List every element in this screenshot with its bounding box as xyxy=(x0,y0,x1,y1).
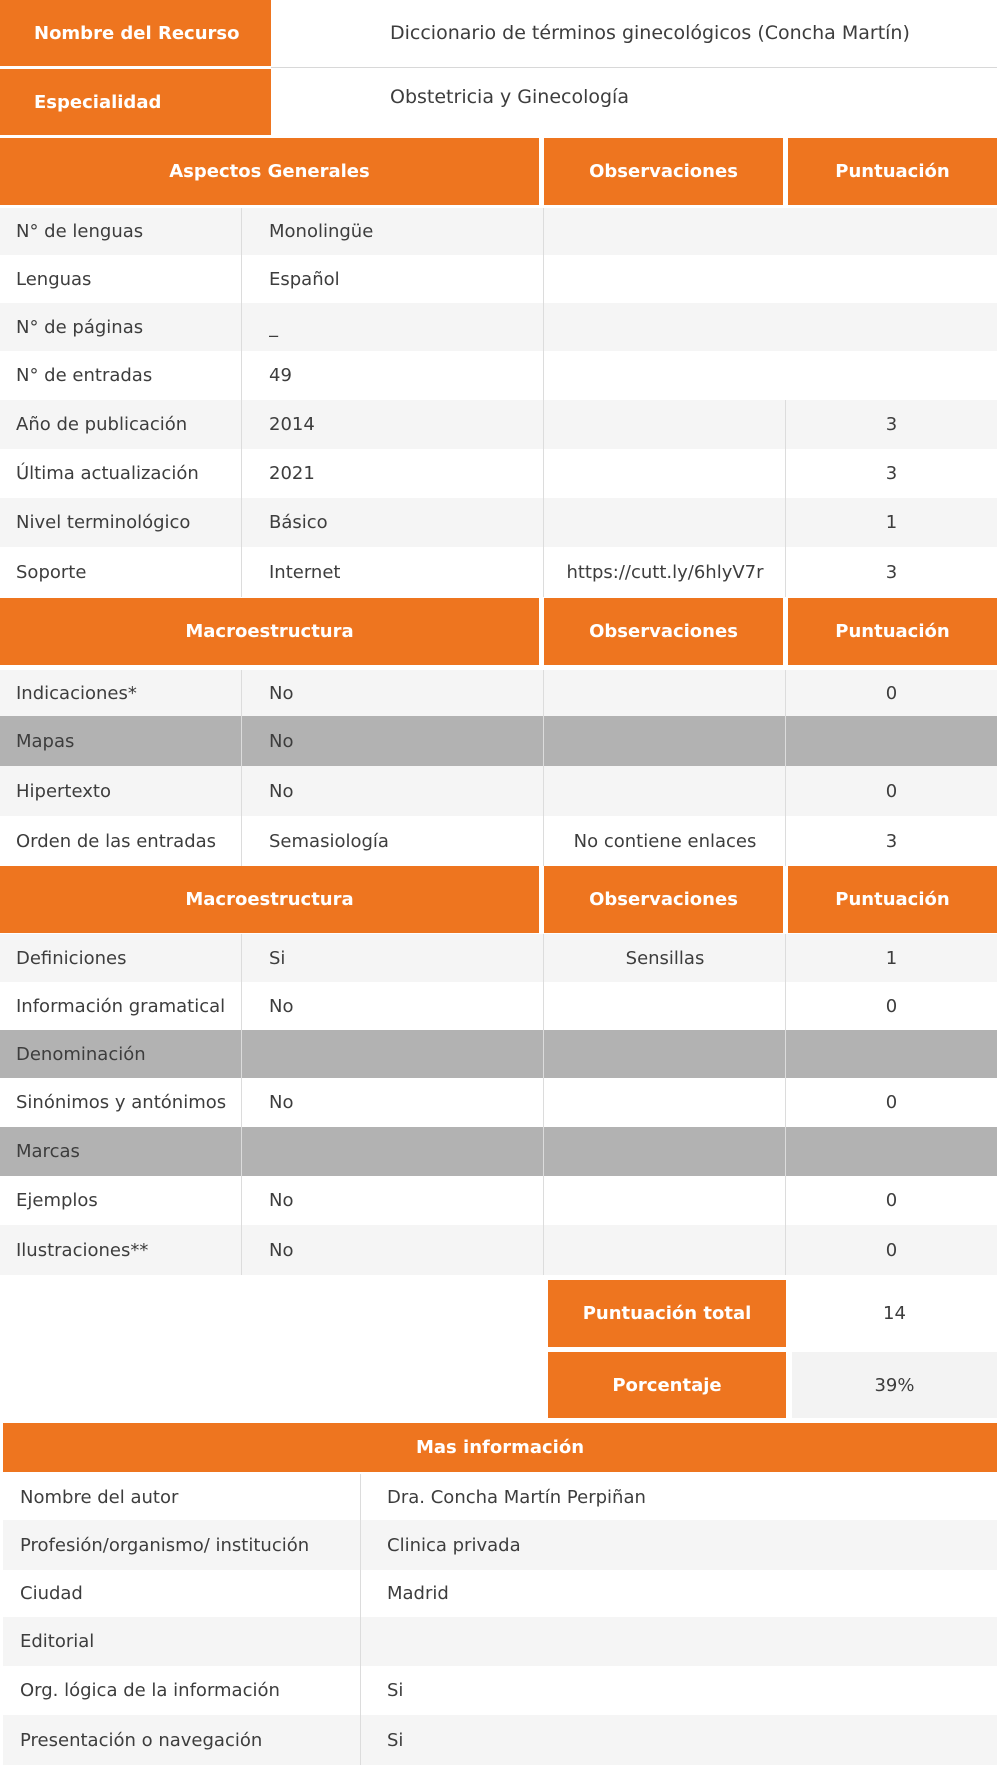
info-label: Ciudad xyxy=(20,1583,83,1604)
row-observation xyxy=(544,1176,786,1225)
row-label: Información gramatical xyxy=(16,995,226,1017)
row-value: 2014 xyxy=(269,414,315,435)
column-divider xyxy=(543,716,544,766)
row-score: 3 xyxy=(885,561,898,583)
column-divider xyxy=(543,934,544,982)
column-divider xyxy=(543,816,544,866)
info-value: Dra. Concha Martín Perpiñan xyxy=(387,1486,646,1508)
observations-header: Observaciones xyxy=(544,138,783,205)
row-label: Lenguas xyxy=(16,268,92,290)
row-value: Básico xyxy=(269,512,328,533)
info-label: Editorial xyxy=(20,1631,95,1652)
row-observation: https://cutt.ly/6hlyV7r xyxy=(566,561,764,583)
row-observation xyxy=(544,400,786,449)
row-label: Ilustraciones** xyxy=(16,1239,149,1261)
column-divider xyxy=(241,1127,242,1176)
column-divider xyxy=(241,547,242,597)
row-observation xyxy=(544,982,786,1030)
row-label: Orden de las entradas xyxy=(16,830,217,852)
row-value: No xyxy=(269,730,294,752)
column-divider xyxy=(543,766,544,816)
column-divider xyxy=(360,1520,361,1570)
column-divider xyxy=(241,1078,242,1127)
row-observation xyxy=(544,1225,786,1275)
row-value: Internet xyxy=(269,561,341,583)
row-label: Denominación xyxy=(16,1043,146,1065)
row-label: Nivel terminológico xyxy=(16,512,191,533)
section-title: Macroestructura xyxy=(0,598,539,665)
row-observation xyxy=(544,351,786,400)
column-divider xyxy=(543,303,544,351)
row-observation xyxy=(544,255,786,303)
score-header: Puntuación xyxy=(788,138,997,205)
row-value: No xyxy=(269,682,294,704)
row-score: 0 xyxy=(885,995,898,1017)
row-observation: No contiene enlaces xyxy=(573,830,757,852)
column-divider xyxy=(360,1617,361,1666)
column-divider xyxy=(543,400,544,449)
row-value: No xyxy=(269,1092,294,1113)
column-divider xyxy=(543,547,544,597)
row-label: Definiciones xyxy=(16,947,127,969)
info-label: Org. lógica de la información xyxy=(20,1680,280,1701)
row-observation xyxy=(544,1030,786,1078)
column-divider xyxy=(543,670,544,716)
row-score xyxy=(786,255,997,303)
row-value: Español xyxy=(269,268,340,290)
row-value: 49 xyxy=(269,365,292,386)
observations-header: Observaciones xyxy=(544,598,783,665)
row-value: Monolingüe xyxy=(269,221,374,242)
column-divider xyxy=(241,498,242,547)
column-divider xyxy=(785,670,786,716)
score-header: Puntuación xyxy=(788,598,997,665)
column-divider xyxy=(241,982,242,1030)
row-score: 3 xyxy=(885,463,898,484)
row-observation: Sensillas xyxy=(625,947,705,969)
column-divider xyxy=(785,982,786,1030)
row-score xyxy=(786,716,997,766)
row-observation xyxy=(544,498,786,547)
row-score: 3 xyxy=(885,414,898,435)
column-divider xyxy=(241,303,242,351)
column-divider xyxy=(543,449,544,498)
row-observation xyxy=(544,303,786,351)
column-divider xyxy=(543,255,544,303)
row-value: No xyxy=(269,780,294,802)
observations-header: Observaciones xyxy=(544,866,783,933)
column-divider xyxy=(360,1570,361,1617)
column-divider xyxy=(241,400,242,449)
column-divider xyxy=(785,498,786,547)
specialty-value: Obstetricia y Ginecología xyxy=(390,86,629,108)
info-value: Madrid xyxy=(387,1583,449,1604)
info-label: Nombre del autor xyxy=(20,1486,179,1508)
row-score: 0 xyxy=(885,780,898,802)
row-value: Si xyxy=(269,947,286,969)
column-divider xyxy=(785,1078,786,1127)
column-divider xyxy=(360,1666,361,1715)
row-observation xyxy=(544,716,786,766)
more-info-title: Mas información xyxy=(3,1423,997,1472)
column-divider xyxy=(241,208,242,255)
column-divider xyxy=(785,547,786,597)
column-divider xyxy=(241,716,242,766)
column-divider xyxy=(241,766,242,816)
column-divider xyxy=(543,351,544,400)
resource-name-label: Nombre del Recurso xyxy=(0,0,271,66)
column-divider xyxy=(785,1225,786,1275)
row-value: No xyxy=(269,995,294,1017)
row-label: Soporte xyxy=(16,561,87,583)
column-divider xyxy=(360,1715,361,1765)
row-observation xyxy=(544,1078,786,1127)
column-divider xyxy=(241,449,242,498)
row-score: 0 xyxy=(885,1239,898,1261)
info-value xyxy=(387,1617,987,1666)
row-score xyxy=(786,1030,997,1078)
row-observation xyxy=(544,449,786,498)
column-divider xyxy=(785,716,786,766)
row-score xyxy=(786,208,997,255)
column-divider xyxy=(785,400,786,449)
row-value: No xyxy=(269,1190,294,1211)
row-label: Indicaciones* xyxy=(16,682,137,704)
row-score: 1 xyxy=(885,512,898,533)
row-score xyxy=(786,1127,997,1176)
row-label: N° de páginas xyxy=(16,316,144,338)
specialty-label: Especialidad xyxy=(0,69,271,135)
row-label: N° de lenguas xyxy=(16,221,144,242)
row-observation xyxy=(544,670,786,716)
column-divider xyxy=(543,498,544,547)
percentage-label: Porcentaje xyxy=(548,1352,786,1418)
row-score: 3 xyxy=(885,830,898,852)
total-score-label: Puntuación total xyxy=(548,1280,786,1347)
row-value: _ xyxy=(269,316,278,338)
row-observation xyxy=(544,1127,786,1176)
column-divider xyxy=(543,1078,544,1127)
row-label: Mapas xyxy=(16,730,75,752)
info-value: Clinica privada xyxy=(387,1534,521,1556)
column-divider xyxy=(241,670,242,716)
column-divider xyxy=(785,1030,786,1078)
column-divider xyxy=(785,1127,786,1176)
info-value: Si xyxy=(387,1680,404,1701)
row-score xyxy=(786,303,997,351)
percentage-value: 39% xyxy=(792,1352,997,1418)
column-divider xyxy=(785,934,786,982)
column-divider xyxy=(241,816,242,866)
column-divider xyxy=(543,1030,544,1078)
column-divider xyxy=(241,1176,242,1225)
section-title: Aspectos Generales xyxy=(0,138,539,205)
row-label: Última actualización xyxy=(16,463,199,484)
row-value xyxy=(269,1127,544,1176)
column-divider xyxy=(543,982,544,1030)
info-label: Presentación o navegación xyxy=(20,1729,263,1751)
column-divider xyxy=(543,208,544,255)
column-divider xyxy=(241,1030,242,1078)
row-score: 0 xyxy=(885,1190,898,1211)
score-header: Puntuación xyxy=(788,866,997,933)
row-value: 2021 xyxy=(269,463,315,484)
column-divider xyxy=(241,934,242,982)
column-divider xyxy=(543,1225,544,1275)
column-divider xyxy=(785,766,786,816)
column-divider xyxy=(543,1176,544,1225)
row-label: Marcas xyxy=(16,1141,80,1162)
section-title: Macroestructura xyxy=(0,866,539,933)
column-divider xyxy=(360,1474,361,1520)
row-label: N° de entradas xyxy=(16,365,153,386)
row-label: Hipertexto xyxy=(16,780,111,802)
row-label: Ejemplos xyxy=(16,1190,98,1211)
row-observation xyxy=(544,208,786,255)
column-divider xyxy=(785,449,786,498)
info-value: Si xyxy=(387,1729,404,1751)
row-score: 0 xyxy=(885,682,898,704)
column-divider xyxy=(241,351,242,400)
total-score-value: 14 xyxy=(792,1280,997,1347)
row-score: 1 xyxy=(885,947,898,969)
row-value xyxy=(269,1030,544,1078)
column-divider xyxy=(543,1127,544,1176)
column-divider xyxy=(241,1225,242,1275)
row-score xyxy=(786,351,997,400)
row-label: Año de publicación xyxy=(16,414,188,435)
info-label: Profesión/organismo/ institución xyxy=(20,1534,310,1556)
column-divider xyxy=(241,255,242,303)
resource-name-value: Diccionario de términos ginecológicos (Concha Martín) xyxy=(390,22,910,44)
row-value: Semasiología xyxy=(269,830,389,852)
column-divider xyxy=(785,816,786,866)
row-score: 0 xyxy=(885,1092,898,1113)
row-label: Sinónimos y antónimos xyxy=(16,1092,227,1113)
column-divider xyxy=(785,1176,786,1225)
row-observation xyxy=(544,766,786,816)
row-value: No xyxy=(269,1239,294,1261)
